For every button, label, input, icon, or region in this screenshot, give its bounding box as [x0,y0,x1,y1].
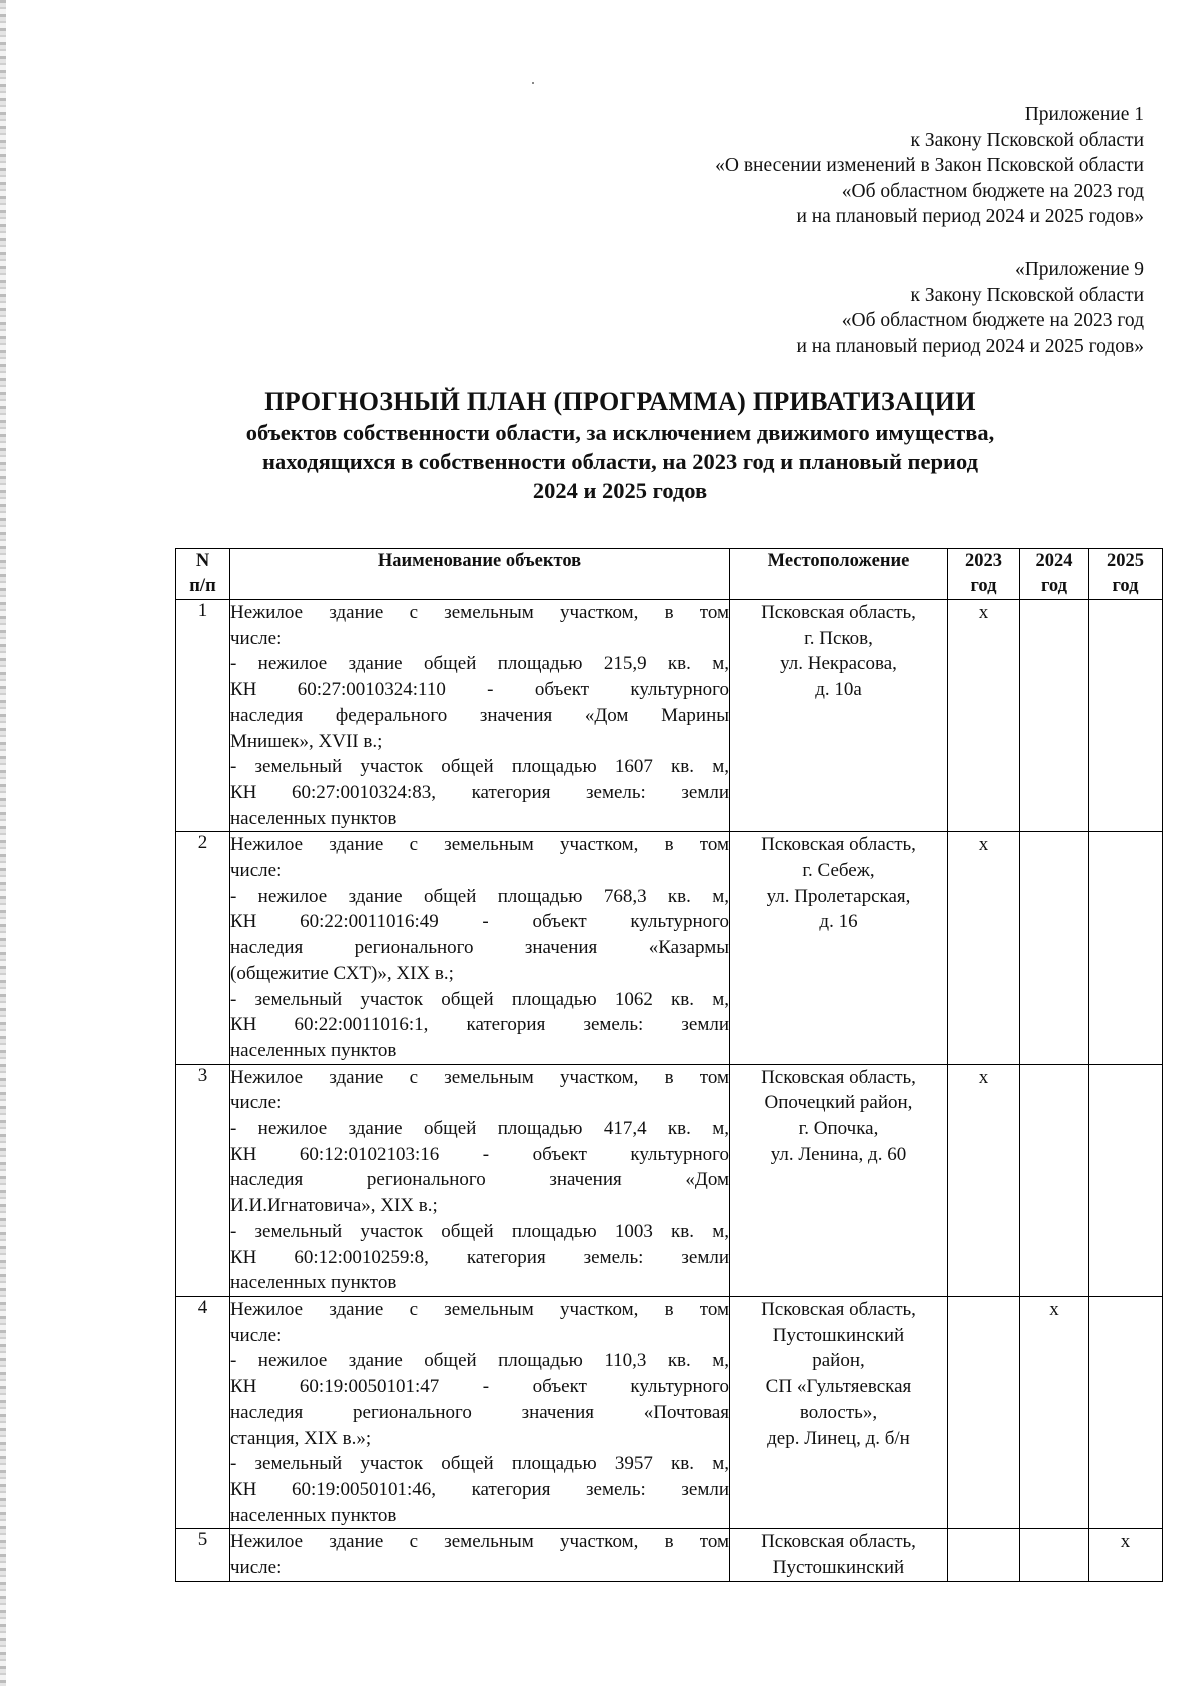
description-line: числе: [230,1324,282,1346]
header-year-2024 [1020,549,1089,600]
location-line: Псковская область, [761,1531,916,1553]
year-mark-2023 [948,1529,1020,1581]
appendix-1-line: Приложение 1 [1024,104,1144,125]
header-year-unit: год [1112,576,1139,596]
row-number: 3 [176,1064,230,1296]
appendix-9-line: к Закону Псковской области [910,284,1144,306]
description-line: И.И.Игнатовича», XIX в.; [230,1195,438,1217]
description-line: КН 60:22:0011016:1, категория земель: земли [230,1014,729,1036]
location-line: район, [812,1350,865,1372]
description-line: Нежилое здание с земельным участком, в том [230,1298,729,1320]
object-description [230,1296,730,1528]
description-line: - нежилое здание общей площадью 215,9 кв. м, [230,653,729,675]
title-sub-line: находящихся в собственности области, на 2023 год и плановый период [262,449,978,474]
table-row [176,832,1163,1064]
year-mark-2025: x [1089,1529,1163,1581]
object-location [730,600,948,832]
appendix-1-line: и на плановый период 2024 и 2025 годов» [796,206,1144,227]
header-year-unit: год [970,576,997,596]
description-line: наследия регионального значения «Почтовая [230,1401,729,1423]
description-line: КН 60:27:0010324:83, категория земель: земли [230,781,729,803]
description-line: - земельный участок общей площадью 3957 кв. м, [230,1453,729,1475]
location-line: г. Себеж, [802,860,875,882]
year-mark-2025 [1089,600,1163,832]
year-mark-2024 [1020,832,1089,1064]
location-line: г. Псков, [804,627,873,649]
year-mark-2023: x [948,600,1020,832]
location-line: волость», [799,1401,878,1423]
location-line: д. 16 [819,911,858,933]
description-line: числе: [230,627,282,649]
year-mark-2024 [1020,600,1089,832]
privatization-table [175,548,1163,1582]
description-line: - нежилое здание общей площадью 768,3 кв. м, [230,885,729,907]
location-line: ул. Ленина, д. 60 [770,1143,907,1165]
object-location [730,1529,948,1581]
header-num-line: п/п [189,576,216,596]
description-line: - земельный участок общей площадью 1003 кв. м, [230,1220,729,1242]
description-line: Мнишек», XVII в.; [230,730,383,752]
header-num [176,549,230,600]
location-line: г. Опочка, [798,1118,879,1140]
object-location [730,1064,948,1296]
year-mark-2025 [1089,1064,1163,1296]
header-year-2023 [948,549,1020,600]
table-row [176,600,1163,832]
year-mark-2023: x [948,1064,1020,1296]
year-mark-2025 [1089,1296,1163,1528]
appendix-9-line: и на плановый период 2024 и 2025 годов» [796,335,1144,357]
scan-speck [532,82,534,84]
description-line: КН 60:12:0010259:8, категория земель: земли [230,1246,729,1268]
title-sub-line: 2024 и 2025 годов [532,478,708,503]
object-location [730,832,948,1064]
appendix-9-header [796,257,1144,359]
location-line: ул. Пролетарская, [766,885,911,907]
header-year-value: 2024 [1035,551,1073,571]
description-line: - нежилое здание общей площадью 417,4 кв. м, [230,1118,729,1140]
object-description [230,600,730,832]
title-sub-line: объектов собственности области, за исключением движимого имущества, [245,420,995,445]
table-row [176,1064,1163,1296]
location-line: Псковская область, [761,1066,916,1088]
object-location [730,1296,948,1528]
header-name: Наименование объектов [230,549,730,600]
object-description [230,832,730,1064]
appendix-1-line: к Закону Псковской области [910,129,1144,151]
location-line: дер. Линец, д. б/н [767,1427,910,1449]
year-mark-2024 [1020,1064,1089,1296]
year-mark-2024 [1020,1529,1089,1581]
year-mark-2023: x [948,832,1020,1064]
year-mark-2025 [1089,832,1163,1064]
title-main: ПРОГНОЗНЫЙ ПЛАН (ПРОГРАММА) ПРИВАТИЗАЦИИ [264,387,976,416]
description-line: КН 60:12:0102103:16 - объект культурного [230,1143,729,1165]
table-header-row [176,549,1163,600]
description-line: КН 60:27:0010324:110 - объект культурного [230,679,729,701]
description-line: числе: [230,1557,282,1579]
table-body [176,600,1163,1582]
year-mark-2023 [948,1296,1020,1528]
appendix-1-header [715,102,1144,230]
description-line: - нежилое здание общей площадью 110,3 кв. м, [230,1350,729,1372]
appendix-1-line: «О внесении изменений в Закон Псковской области [715,155,1144,176]
description-line: Нежилое здание с земельным участком, в том [230,1531,729,1553]
description-line: станция, XIX в.»; [230,1427,372,1449]
description-line: населенных пунктов [230,807,397,829]
object-description [230,1529,730,1581]
description-line: числе: [230,860,282,882]
description-line: Нежилое здание с земельным участком, в том [230,834,729,856]
row-number: 4 [176,1296,230,1528]
description-line: наследия регионального значения «Казармы [230,937,729,959]
location-line: д. 10а [815,679,862,701]
description-line: населенных пунктов [230,1272,397,1294]
location-line: Пустошкинский [772,1324,905,1346]
document-title [160,386,1080,505]
description-line: КН 60:19:0050101:47 - объект культурного [230,1376,729,1398]
description-line: (общежитие СХТ)», XIX в.; [230,962,454,984]
description-line: населенных пунктов [230,1039,397,1061]
location-line: Псковская область, [761,834,916,856]
location-line: ул. Некрасова, [780,653,897,675]
scan-edge [0,0,6,1686]
header-year-2025 [1089,549,1163,600]
description-line: населенных пунктов [230,1504,397,1526]
table-row [176,1529,1163,1581]
location-line: СП «Гультяевская [765,1376,912,1398]
description-line: КН 60:19:0050101:46, категория земель: земли [230,1478,729,1500]
location-line: Опочецкий район, [764,1092,913,1114]
header-year-value: 2023 [965,551,1002,571]
description-line: числе: [230,1092,282,1114]
description-line: - земельный участок общей площадью 1607 кв. м, [230,756,729,778]
table-row [176,1296,1163,1528]
description-line: Нежилое здание с земельным участком, в том [230,1066,729,1088]
description-line: - земельный участок общей площадью 1062 кв. м, [230,988,729,1010]
header-year-unit: год [1040,576,1067,596]
appendix-9-line: «Об областном бюджете на 2023 год [841,310,1144,331]
header-year-value: 2025 [1107,551,1144,571]
appendix-9-line: «Приложение 9 [1014,259,1144,280]
location-line: Псковская область, [761,1298,916,1320]
appendix-1-line: «Об областном бюджете на 2023 год [841,180,1144,202]
description-line: наследия регионального значения «Дом [230,1169,729,1191]
location-line: Пустошкинский [772,1557,905,1579]
year-mark-2024: x [1020,1296,1089,1528]
header-num-line: N [195,551,210,571]
location-line: Псковская область, [761,602,916,623]
description-line: Нежилое здание с земельным участком, в том [230,602,729,623]
row-number: 5 [176,1529,230,1581]
row-number: 1 [176,600,230,832]
description-line: наследия федерального значения «Дом Марины [230,704,729,726]
header-location: Местоположение [730,549,948,600]
description-line: КН 60:22:0011016:49 - объект культурного [230,911,729,933]
row-number: 2 [176,832,230,1064]
object-description [230,1064,730,1296]
